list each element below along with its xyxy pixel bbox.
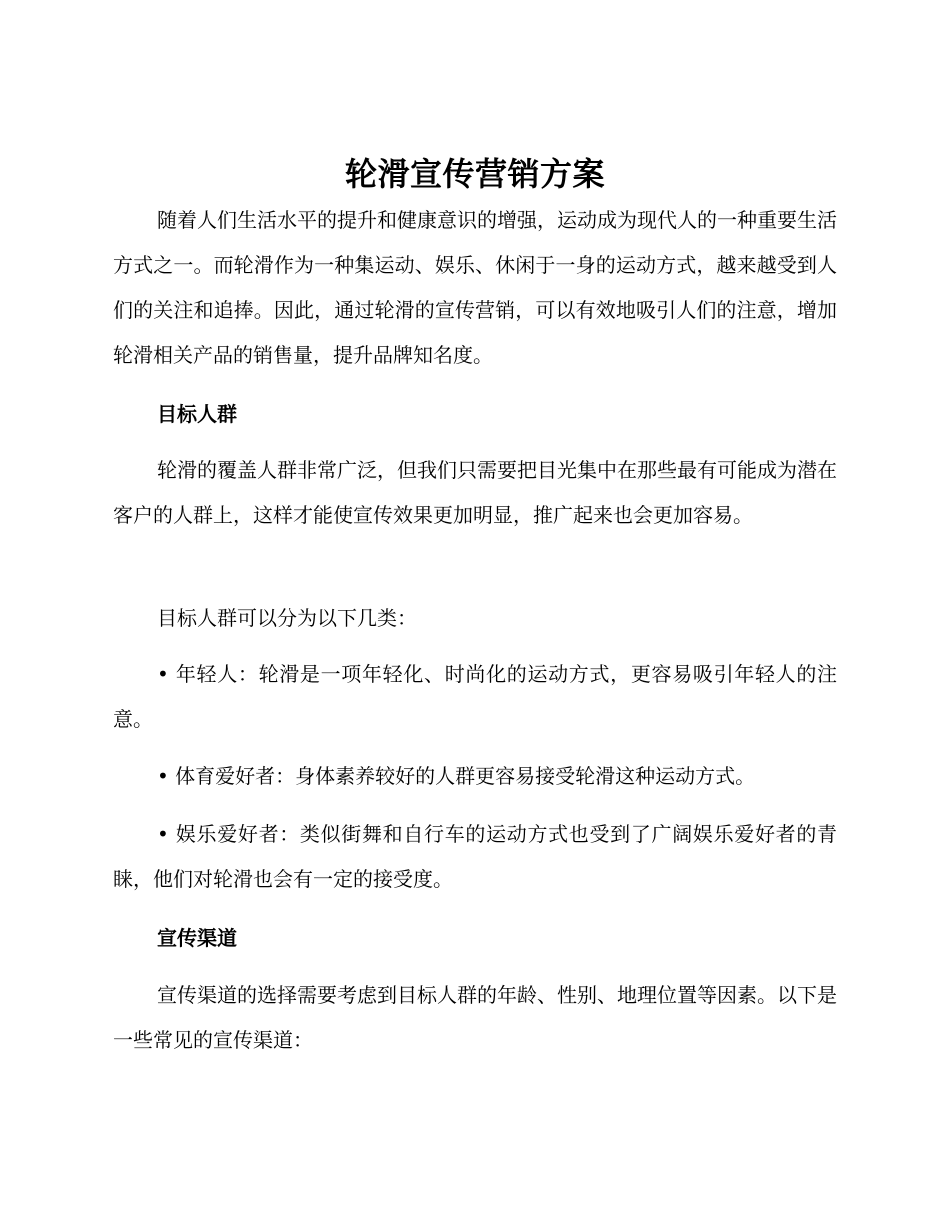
target-audience-paragraph: 轮滑的覆盖人群非常广泛，但我们只需要把目光集中在那些最有可能成为潜在客户的人群上，这样才能使宣传效果更加明显，推广起来也会更加容易。	[113, 458, 837, 527]
intro-paragraph: 随着人们生活水平的提升和健康意识的增强，运动成为现代人的一种重要生活方式之一。而轮滑作为一种集运动、娱乐、休闲于一身的运动方式，越来越受到人们的关注和追捧。因此，通过轮滑的宣传营销，可以有效地吸引人们的注意，增加轮滑相关产品的销售量，提升品牌知名度。	[113, 208, 837, 367]
list-item-entertainment-fans: • 娱乐爱好者：类似街舞和自行车的运动方式也受到了广阔娱乐爱好者的青睐，他们对轮滑也会有一定的接受度。	[113, 822, 837, 891]
list-item-sports-fans: • 体育爱好者：身体素养较好的人群更容易接受轮滑这种运动方式。	[157, 764, 756, 788]
promotion-channels-paragraph: 宣传渠道的选择需要考虑到目标人群的年龄、性别、地理位置等因素。以下是一些常见的宣传渠道：	[113, 983, 837, 1052]
section-heading-target-audience: 目标人群	[157, 402, 237, 426]
list-item-young-people: • 年轻人：轮滑是一项年轻化、时尚化的运动方式，更容易吸引年轻人的注意。	[113, 662, 837, 731]
document-title: 轮滑宣传营销方案	[344, 155, 605, 193]
target-audience-categories-intro: 目标人群可以分为以下几类：	[157, 606, 417, 630]
section-heading-promotion-channels: 宣传渠道	[157, 926, 237, 950]
